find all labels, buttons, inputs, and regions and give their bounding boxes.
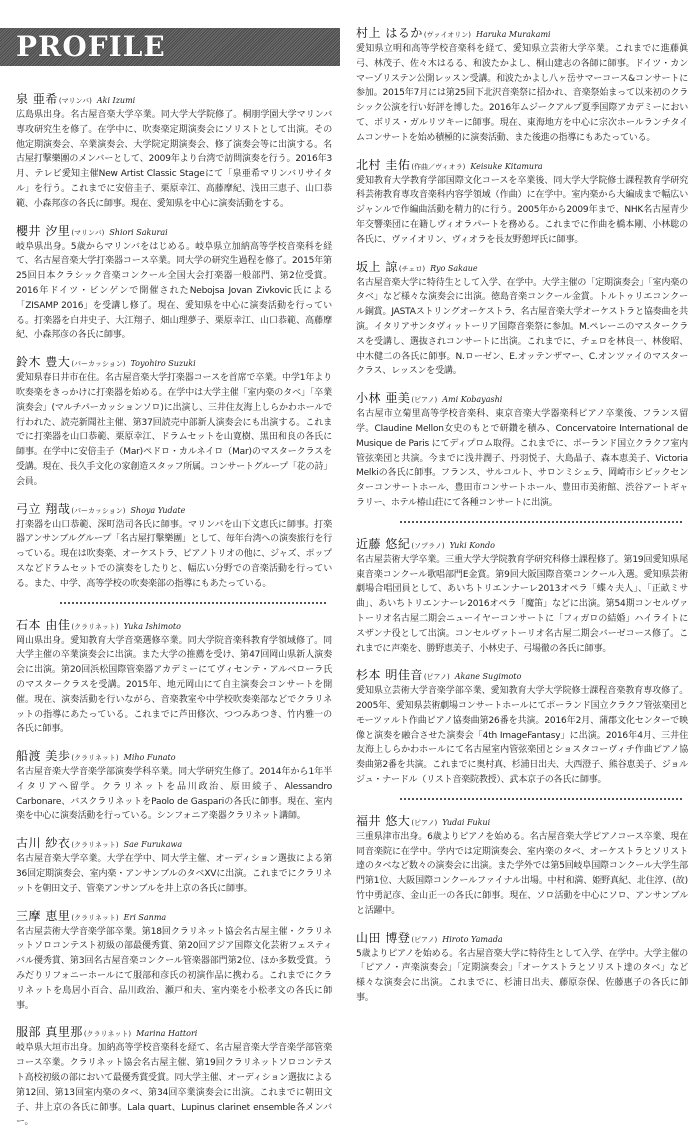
performer-name: 三摩 恵里 — [16, 908, 71, 923]
performer-name: 石本 由佳 — [16, 617, 71, 632]
performer-bio: 名古屋音楽大学音楽学部演奏学科卒業。同大学研究生修了。2014年から1年半イタリアへ留学。クラリネットを品川政治、原田綾子、Alessandro Carbonare、バスクラリネットをPaolo de Gaspariの各氏に師事。現在、室内楽を中心に演奏活動を行っている。シンフォニア楽器クラリネット講師。 — [16, 767, 332, 822]
performer-name: 鈴木 豊大 — [16, 355, 71, 370]
profile-entry — [356, 535, 688, 657]
performer-romanized-name: Yuki Kondo — [449, 540, 495, 550]
performer-name: 古川 紗衣 — [16, 836, 71, 851]
section-divider — [60, 602, 326, 604]
performer-instrument: (ピアノ) — [411, 396, 438, 405]
profile-entry — [16, 90, 332, 212]
performer-instrument: (チェロ) — [398, 264, 426, 273]
performer-name: 杉本 明佳音 — [356, 668, 423, 683]
performer-bio: 名古屋音楽大学に特待生として入学、在学中。大学主催の「定期演奏会」「室内楽のタベ」など様々な演奏会に出演。徳島音楽コンクール金賞。トルトゥリエコンクール銅賞。JASTAストリングオーケストラ、名古屋音楽大学オーケストラと協奏曲を共演。イタリアサンタヴィットーリア国際音楽祭に参加。M.ペレーニのマスタークラスを受講し、選抜されコンサートに出演。これまでに、チェロを林良一、林俊昭、中木健二の各氏に師事。N.ローゼン、E.オッテンザマー、C.オンツァイのマスタークラス、レッスンを受講。 — [356, 277, 688, 377]
performer-name: 村上 はるか — [356, 26, 423, 40]
performer-instrument: (クラリネット) — [71, 622, 119, 631]
performer-name: 弓立 翔哉 — [16, 501, 71, 516]
performer-bio: 5歳よりピアノを始める。名古屋音楽大学に特待生として入学、在学中。大学主催の「ピアノ・声楽演奏会」「定期演奏会」「オーケストラとソリスト達のタベ」など様々な演奏会に出演。これまでに、杉浦日出夫、藤原奈保、佐藤惠子の各氏に師事。 — [356, 948, 688, 1004]
performer-romanized-name: Akane Sugimoto — [454, 672, 522, 682]
profile-entry — [356, 156, 688, 248]
performer-romanized-name: Shiori Sakurai — [109, 227, 168, 237]
performer-name: 北村 圭佑 — [356, 157, 411, 172]
performer-bio: 名古屋市立菊里高等学校音楽科、東京音楽大学器楽科ピアノ卒業後、フランス留学。Claudine Mellon女史のもとで研鑽を積み、Concervatoire International de Musique de Paris にてディプロム取得。これまでに、ポーランド国立クラクフ室内管弦楽団と共演。今までに浅井潤子、丹羽悦子、大島晶子、森本恵美子、Victoria Melkiの各氏に師事。フランス、サルコルト、サロンミシェラ、岡崎市シビックセンターコンサートホール、豊田市コンサートホール、豊田市美術館、渋谷アートギャラリー、ホテル椿山荘にて各種コンサートに出演。 — [356, 409, 688, 508]
performer-romanized-name: Keisuke Kitamura — [470, 161, 543, 171]
performer-romanized-name: Toyohiro Suzuki — [130, 359, 196, 369]
performer-instrument: (ヴァイオリン) — [423, 31, 472, 39]
profile-entry — [356, 812, 688, 919]
performer-bio: 打楽器を山口恭範、深町浩司各氏に師事。マリンバを山下文恵氏に師事。打楽器アンサンブルグループ「名古屋打撃樂團」として、毎年台湾への演奏旅行を行っている。現在は吹奏楽、オーケストラ、ピアノトリオの他に、ジャズ、ポップスなどドラムセットでの演奏をしたりと、幅広い分野での音楽活動を行っている。また、中学、高等学校の吹奏楽部の指導にもあたっている。 — [16, 519, 332, 589]
performer-romanized-name: Marina Hattori — [136, 1029, 198, 1039]
profile-entry — [16, 616, 332, 738]
performer-instrument: (パーカッション) — [71, 360, 126, 369]
performer-instrument: (ソプラノ) — [411, 541, 445, 550]
performer-instrument: (マリンバ) — [71, 228, 105, 237]
performer-instrument: (ピアノ) — [411, 818, 438, 827]
performer-romanized-name: Yudai Fukui — [442, 817, 491, 827]
profile-entry — [16, 222, 332, 344]
performer-bio: 三重県津市出身。6歳よりピアノを始める。名古屋音楽大学ピアノコース卒業、現在同音楽院に在学中。学内では定期演奏会、室内楽のタベ、オーケストラとソリスト達のタベなど数々の演奏会に出演。また学外では第5回岐阜国際コンクール大学生部門第1位、大阪国際コンクールファイナル出場。中村和満、姫野真紀、北住淳、(故)竹中勇記彦、金山正一の各氏に師事。現在、ソロ活動を中心にソロ、アンサンブルと活躍中。 — [356, 831, 688, 916]
performer-romanized-name: Shoya Yudate — [130, 505, 186, 515]
performer-romanized-name: Sae Furukawa — [123, 840, 183, 850]
profile-entry — [16, 907, 332, 1014]
performer-bio: 名古屋音楽大学卒業。大学在学中、同大学主催、オーディション選抜による第36回定期演奏会、室内楽・アンサンブルのタベXVに出演。これまでにクラリネットを朝田文子、管楽アンサンブルを井上京の各氏に師事。 — [16, 854, 332, 894]
profile-entry — [356, 24, 688, 146]
performer-romanized-name: Aki Izumi — [96, 96, 136, 105]
performer-instrument: (マリンバ) — [58, 97, 92, 105]
profile-entry — [356, 666, 688, 788]
profile-entry — [16, 500, 332, 592]
left-column — [0, 0, 340, 1140]
performer-name: 坂上 諒 — [356, 259, 398, 274]
profile-entry — [16, 747, 332, 824]
performer-instrument: (作曲／ヴィオラ) — [411, 162, 466, 171]
profile-banner — [0, 28, 340, 66]
performer-bio: 愛知県立芸術大学音楽学部卒業、愛知教育大学大学院修士課程音楽教育専攻修了。2005年、愛知県芸術劇場コンサートホールにてポーランド国立クラクフ管弦楽団とモーツァルト作曲ピアノ協奏曲第26番を共演。2016年2月、蒲郡文化センターで映像と演奏を融合させた演奏会「4th ImageFantasy」に出演。2016年4月、三井住友海上しらかわホールにて名古屋室内管弦楽団とショスタコーヴィチ作曲ピアノ協奏曲第2番を共演。これまでに奥村真、杉浦日出夫、大西澄子、熊谷恵美子、ジョルジュ・ナードル（リスト音楽院教授）、武本京子の各氏に師事。 — [356, 686, 688, 786]
performer-name: 櫻井 汐里 — [16, 223, 71, 238]
performer-bio: 岐阜県出身。5歳からマリンバをはじめる。岐阜県立加納高等学校音楽科を経て、名古屋音楽大学打楽器コース卒業。同大学の研究生過程を修了。2015年第25回日本クラシック音楽コンクール全国大会打楽器一般部門、第2位受賞。2016年ドイツ・ビンゲンで開催されたNebojsa Jovan Zivkovic氏による「ZISAMP 2016」を受講し修了。現在、愛知県を中心に演奏活動を行っている。打楽器を白井史子、大江翔子、畑山理夢子、栗原幸江、山口恭範、高藤摩紀、小森邦彦の各氏に師事。 — [16, 241, 332, 341]
section-divider — [400, 798, 682, 800]
performer-romanized-name: Eri Sanma — [123, 912, 167, 922]
performer-instrument: (ピアノ) — [411, 935, 438, 944]
section-divider — [400, 521, 682, 523]
performer-bio: 愛知県春日井市在住。名古屋音楽大学打楽器コースを首席で卒業。中学1年より吹奏楽をきっかけに打楽器を始める。在学中は大学主催「室内楽のタベ」「卒業演奏会」(マルチパーカッションソロ)に出演し、三井住友海上しらかわホールで行われた、読売新聞社主催、第37回読売中部新人演奏会にも出演する。これまでに打楽器を山口恭範、栗原幸江、ドラムセットを山寛樹、黒田和良の各氏に師事。在学中に安倍圭子（Mar)ペドロ・カルネイロ（Mar)のマスタークラスを受講。現在、長久手文化の家創造スタッフ所属。コンサートグループ「花の詩」会員。 — [16, 373, 332, 487]
performer-bio: 広島県出身。名古屋音楽大学卒業。同大学大学院修了。桐朋学園大学マリンバ専攻研究生を修了。在学中に、吹奏楽定期演奏会にソリストとして出演。その他定期演奏会、卒業演奏会、大学院定期演奏会、修了演奏会等に出演する。名古屋打撃樂團のメンバーとして、2009年より台湾で訪問演奏を行う。2016年3月、テレビ愛知主催New Artist Classic Stageにて「泉亜希マリンバリサイタル」を行う。これまでに安倍圭子、栗原幸江、高藤摩紀、浅田三恵子、山口恭範、小森邦彦の各氏に師事。現在、愛知県を中心に演奏活動をする。 — [16, 110, 332, 209]
performer-instrument: (パーカッション) — [71, 506, 126, 515]
page-title: PROFILE — [16, 30, 166, 63]
performer-instrument: (クラリネット) — [83, 1030, 132, 1039]
performer-name: 服部 真里那 — [16, 1025, 83, 1040]
performer-instrument: (クラリネット) — [71, 913, 119, 922]
performer-name: 船渡 美歩 — [16, 749, 71, 764]
performer-bio: 名古屋芸術大学音楽学部卒業。第18回クラリネット協会名古屋主催・クラリネットソロコンテスト初級の部最優秀賞、第20回アジア国際文化芸術フェスティバル優秀賞、第3回名古屋音楽コンクール管楽器部門第2位、ほか多数受賞。うみだりリフォニーホールにて服部和彦氏の初演作品に携わる。これまでにクラリネットを鳥居小百合、品川政治、瀬戸和夫、室内楽を小松孝文の各氏に師事。 — [16, 926, 332, 1011]
performer-romanized-name: Haruka Murakami — [476, 30, 551, 39]
performer-name: 近藤 悠紀 — [356, 536, 411, 551]
performer-romanized-name: Hiroto Yamada — [442, 934, 503, 944]
performer-name: 小林 亜美 — [356, 391, 411, 406]
profile-entry — [356, 258, 688, 380]
right-column — [352, 2, 692, 1016]
performer-instrument: (ピアノ) — [423, 673, 450, 682]
performer-name: 山田 博登 — [356, 930, 411, 945]
profile-entry — [16, 1023, 332, 1130]
performer-romanized-name: Ami Kobayashi — [442, 395, 503, 405]
performer-instrument: (クラリネット) — [71, 841, 119, 850]
performer-romanized-name: Yuka Ishimoto — [123, 621, 181, 631]
performer-name: 泉 亜希 — [16, 92, 58, 106]
profile-entry — [356, 929, 688, 1006]
performer-bio: 愛知県立明和高等学校音楽科を経て、愛知県立芸術大学卒業。これまでに進藤眞弓、林茂子、佐々木はるる、和波たかよし、桐山建志の各師に師事。ドイツ・カンマーゾリステン公開レッスン受講。和波たかよし八ヶ岳サマーコース&コンサートに参加。2015年7月には第25回下北沢音楽祭に招かれ、音楽祭始まって以来初のクラシック公演を行い好評を博した。2016年ムジークアルプ夏季国際アカデミーにおいて、ボリス・ガルリツキーに師事。現在、東海地方を中心に宗次ホールランチタイムコンサートを始め積極的に演奏活動、また後進の指導にもあたっている。 — [356, 44, 688, 143]
profile-entry — [16, 834, 332, 896]
performer-name: 福井 悠大 — [356, 813, 411, 828]
profile-entry — [356, 389, 688, 511]
performer-bio: 愛知教育大学教育学部国際文化コースを卒業後、同大学大学院修士課程教育学研究科芸術教育専攻音楽科内容学領域（作曲）に在学中。室内楽から大編成まで幅広いジャンルで作編曲活動を精力的に行う。2005年から2009年まで、NHK名古屋青少年交響楽団に在籍しヴィオラパートを務める。これまでに作曲を橋本剛、小林聡の各氏に、ヴァイオリン、ヴィオラを長友野憩坪氏に師事。 — [356, 175, 688, 245]
profile-entry — [16, 353, 332, 489]
performer-instrument: (クラリネット) — [71, 754, 119, 763]
performer-bio: 岡山県出身。愛知教育大学音楽選修卒業。同大学院音楽科教育学領域修了。同大学主催の卒業演奏会に出演。また大学の推薦を受け、第47回岡山県新人演奏会に出演。第20回浜松国際管楽器アカデミーにてヴィセンテ・アルベローラ氏のマスタークラスを受講。2015年、地元岡山にて自主演奏会コンサートを開催。現在、演奏活動を行いながら、音楽教室や中学校吹奏楽部などでクラリネットの指導にあたっている。これまでに芦田修次、つつみあつき、竹内雅一の各氏に師事。 — [16, 635, 332, 735]
performer-romanized-name: Ryo Sakaue — [430, 263, 478, 273]
performer-romanized-name: Miho Funato — [123, 753, 176, 763]
performer-bio: 岐阜県大垣市出身。加納高等学校音楽科を経て、名古屋音楽大学音楽学部管楽コース卒業。クラリネット協会名古屋主催、第19回クラリネットソロコンテスト高校初級の部において最優秀賞受賞。同大学主催、オーディション選抜による第12回、第13回室内楽のタベ、第34回卒業演奏会に出演。これまでに朝田文子、井上京の各氏に師事。Lala quart、Lupinus clarinet ensemble各メンバー。 — [16, 1043, 332, 1128]
performer-bio: 名古屋芸術大学卒業。三重大学大学院教育学研究科修士課程修了。第19回愛知県尾東音楽コンクール歌唱部門E金賞。第9回大阪国際音楽コンクール入選。愛知県芸術劇場合唱団員として、あいちトリエンナーレ2013オペラ「蝶々夫人」、「正畝ミサ曲」、あいちトリエンナーレ2016オペラ「魔笛」などに出演。第54期コンセルヴァトーリオ名古屋二期会ニューイヤーコンサートに「フィガロの結婚」ハイライトにスザンナ役として出演。コンセルヴァトーリオ名古屋二期会バーゼコース修了。これまでに声楽を、勝野恵美子、小林史子、弓場徹の各氏に師事。 — [356, 554, 688, 654]
